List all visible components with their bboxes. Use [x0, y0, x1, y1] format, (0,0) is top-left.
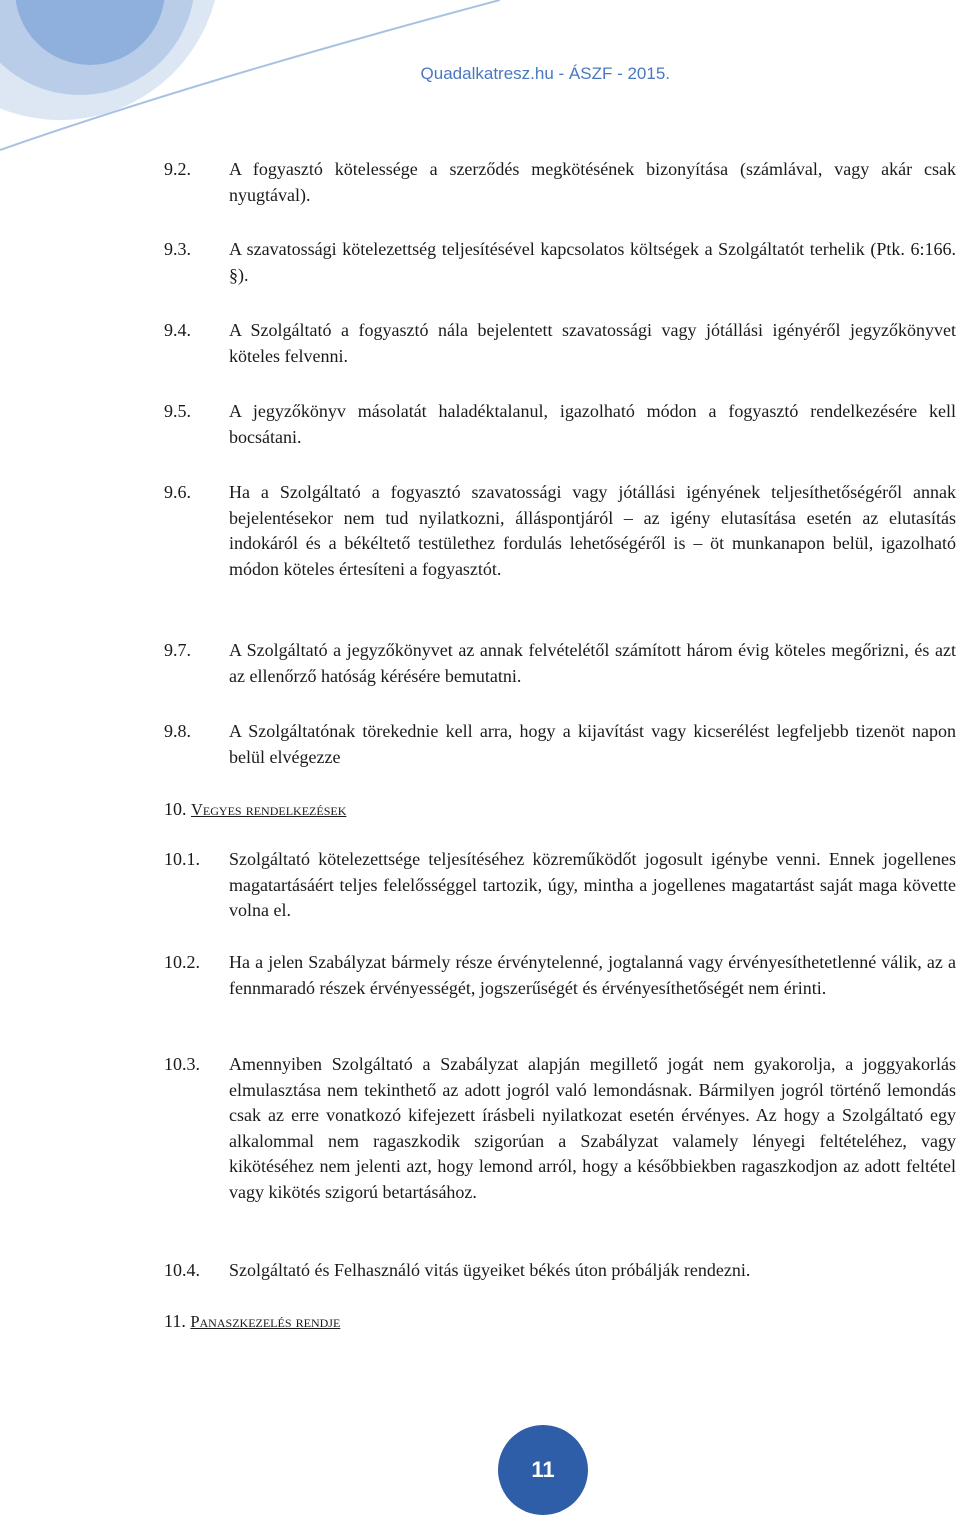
paragraph-text: Ha a jelen Szabályzat bármely része érvénytelenné, jogtalanná vagy érvényesíthetetlenné válik, az a fennmaradó részek érvényességét, jogszerűségét és érvényesíthetőségét nem érinti. — [229, 952, 956, 998]
section-heading-11 — [164, 1309, 340, 1335]
paragraph-text: Szolgáltató kötelezettsége teljesítéséhez közreműködőt jogosult igénybe venni. Ennek jogellenes magatartásáért teljes felelősséggel tartozik, úgy, mintha a jogellenes magatartást saját maga követte volna el. — [229, 849, 956, 920]
section-number: 11. — [164, 1311, 186, 1331]
paragraph-number: 9.8. — [164, 721, 191, 741]
paragraph-number: 10.4. — [164, 1260, 200, 1280]
paragraph-number: 9.5. — [164, 401, 191, 421]
section-heading-10 — [164, 797, 346, 823]
paragraph-number: 9.4. — [164, 320, 191, 340]
paragraph-text: A jegyzőkönyv másolatát haladéktalanul, igazolható módon a fogyasztó rendelkezésére kell bocsátani. — [229, 401, 956, 447]
section-title: Vegyes rendelkezések — [191, 800, 347, 819]
section-title: Panaszkezelés rendje — [190, 1312, 341, 1331]
section-number: 10. — [164, 799, 187, 819]
paragraph-text: A fogyasztó kötelessége a szerződés megkötésének bizonyítása (számlával, vagy akár csak nyugtával). — [229, 159, 956, 205]
paragraph-number: 9.2. — [164, 159, 191, 179]
page-header: Quadalkatresz.hu - ÁSZF - 2015. — [420, 64, 670, 83]
paragraph-number: 10.2. — [164, 952, 200, 972]
paragraph-text: Szolgáltató és Felhasználó vitás ügyeiket békés úton próbálják rendezni. — [229, 1260, 751, 1280]
paragraph-number: 9.3. — [164, 239, 191, 259]
paragraph-number: 10.3. — [164, 1054, 200, 1074]
paragraph-text: Amennyiben Szolgáltató a Szabályzat alapján megillető jogát nem gyakorolja, a joggyakorlás elmulasztása nem tekinthető az adott jogról való lemondásnak. Bármilyen jogról történő lemondás csak az erre vonatkozó kifejezett írásbeli nyilatkozat esetén érvényes. Az hogy a Szolgáltató egy alkalommal nem ragaszkodik szigorúan a Szabályzat valamely lényegi feltételéhez, vagy kikötéséhez nem jelenti azt, hogy lemond arról, hogy a későbbiekben ragaszkodjon az adott feltétel vagy kikötés szigorú betartásához. — [229, 1054, 956, 1202]
paragraph-number: 10.1. — [164, 849, 200, 869]
paragraph-number: 9.7. — [164, 640, 191, 660]
paragraph-text: A Szolgáltatónak törekednie kell arra, hogy a kijavítást vagy kicserélést legfeljebb tizenöt napon belül elvégezze — [229, 721, 956, 767]
paragraph-text: A Szolgáltató a jegyzőkönyvet az annak felvételétől számított három évig köteles megőrizni, és azt az ellenőrző hatóság kérésére bemutatni. — [229, 640, 956, 686]
paragraph-number: 9.6. — [164, 482, 191, 502]
paragraph-text: A Szolgáltató a fogyasztó nála bejelentett szavatossági vagy jótállási igényéről jegyzőkönyvet köteles felvenni. — [229, 320, 956, 366]
paragraph-text: Ha a Szolgáltató a fogyasztó szavatossági vagy jótállási igényének teljesíthetőségéről annak bejelentésekor nem tud nyilatkozni, álláspontjáról – az igény elutasítása esetén az elutasítás indokáról és a békéltető testülethez fordulás lehetőségéről is – öt munkanapon belül, igazolható módon köteles értesíteni a fogyasztót. — [229, 482, 956, 579]
paragraph-text: A szavatossági kötelezettség teljesítésével kapcsolatos költségek a Szolgáltatót terhelik (Ptk. 6:166. §). — [229, 239, 956, 285]
page-number-badge: 11 — [498, 1425, 588, 1515]
